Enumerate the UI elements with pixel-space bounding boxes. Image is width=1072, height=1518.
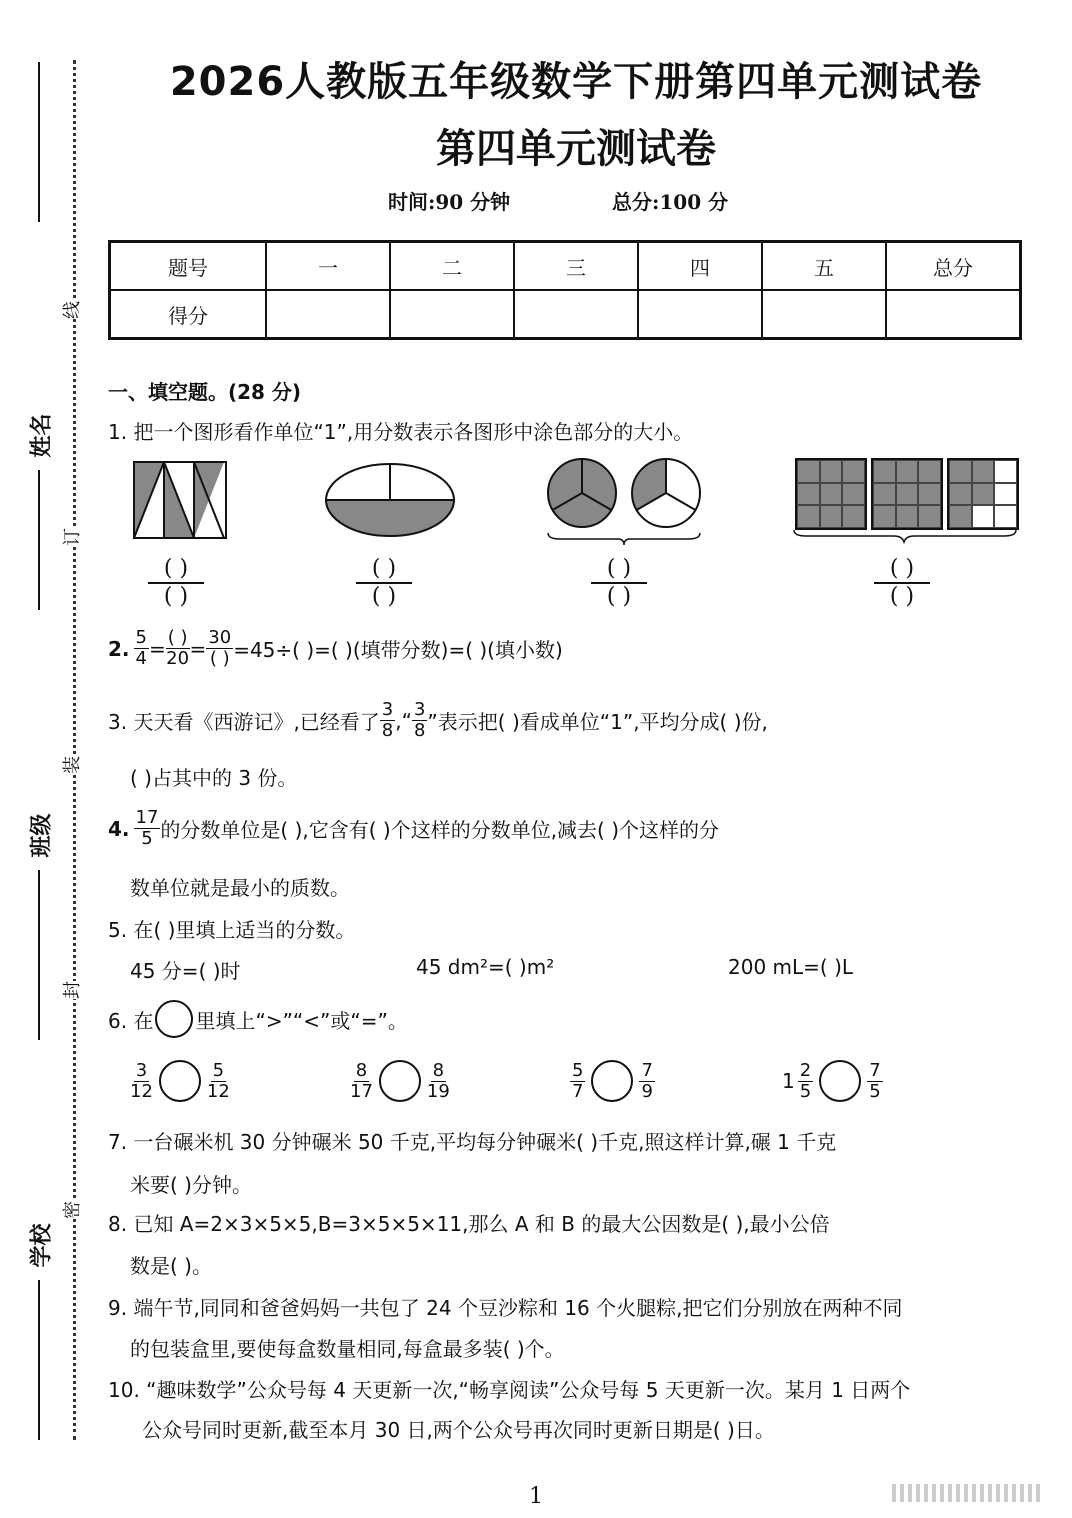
score-input-cell[interactable] [390, 290, 514, 339]
fraction [380, 700, 395, 741]
denominator: 20 [166, 648, 190, 669]
question-text: 6. 在 [108, 1008, 154, 1033]
figure-two-circles [540, 455, 710, 545]
numerator[interactable]: ( ) [167, 627, 188, 648]
blank-denominator[interactable]: ( ) [606, 584, 632, 609]
denominator: 4 [135, 648, 147, 669]
numerator: 5 [572, 1059, 584, 1081]
compare-circle[interactable] [379, 1060, 421, 1102]
binding-line [38, 470, 40, 610]
blank-denominator[interactable]: ( ) [889, 584, 915, 609]
equals: = [189, 636, 207, 661]
seal-char: 封 [56, 981, 86, 999]
table-cell: 总分 [886, 242, 1021, 291]
denominator: 8 [413, 720, 426, 741]
watermark-strip [892, 1484, 1042, 1502]
compare-item-1 [130, 1060, 230, 1102]
denominator: 8 [381, 720, 394, 741]
numerator: 17 [135, 807, 159, 828]
fraction [639, 1061, 654, 1102]
question-number: 2. [108, 636, 130, 661]
fraction [134, 628, 149, 669]
fraction [412, 700, 427, 741]
question-text: 里填上“>”“<”或“=”。 [195, 1008, 408, 1033]
question-text: ”表示把( )看成单位“1”,平均分成( )份, [427, 710, 768, 734]
denominator: 5 [799, 1080, 812, 1102]
denominator: 5 [869, 1080, 881, 1102]
denominator: 9 [641, 1080, 653, 1102]
score-table [108, 240, 1022, 340]
denominator: 17 [350, 1080, 373, 1102]
question-9-line2: 的包装盒里,要使每盒数量相同,每盒最多装( )个。 [130, 1337, 565, 1361]
blank-numerator[interactable]: ( ) [163, 556, 189, 581]
question-5c: 200 mL=( )L [728, 955, 854, 979]
question-9: 9. 端午节,同同和爸爸妈妈一共包了 24 个豆沙粽和 16 个火腿粽,把它们分别放在两种不同 [108, 1296, 903, 1320]
question-7: 7. 一台碾米机 30 分钟碾米 50 千克,平均每分钟碾米( )千克,照这样计算,碾 1 千克 [108, 1130, 837, 1154]
question-5: 5. 在( )里填上适当的分数。 [108, 918, 356, 942]
seal-char: 装 [56, 756, 86, 774]
question-number: 4. [108, 816, 130, 841]
numerator: 5 [135, 627, 147, 648]
denominator: 5 [141, 828, 153, 849]
answer-fraction[interactable] [148, 556, 204, 610]
numerator: 2 [799, 1059, 812, 1081]
score-input-cell[interactable] [266, 290, 390, 339]
blank-denominator[interactable]: ( ) [371, 584, 397, 609]
question-6 [108, 1000, 408, 1038]
blank-numerator[interactable]: ( ) [371, 556, 397, 581]
compare-item-4 [782, 1060, 883, 1102]
time-info: 时间:90 分钟 [388, 190, 511, 214]
answer-fraction[interactable] [874, 556, 930, 610]
numerator: 8 [432, 1059, 445, 1081]
table-cell: 得分 [110, 290, 267, 339]
fraction-blank[interactable] [166, 628, 190, 669]
figure-rectangle-triangles [128, 458, 232, 542]
table-cell: 五 [762, 242, 886, 291]
page-number: 1 [529, 1484, 543, 1509]
table-cell: 题号 [110, 242, 267, 291]
numerator: 3 [413, 699, 426, 720]
blank-numerator[interactable]: ( ) [606, 556, 632, 581]
name-label: 姓名 [29, 413, 55, 458]
numerator: 8 [355, 1059, 368, 1081]
class-label: 班级 [29, 813, 55, 858]
fraction [350, 1061, 373, 1102]
question-4 [108, 808, 719, 849]
compare-item-3 [570, 1060, 655, 1102]
fraction [427, 1061, 450, 1102]
binding-line [38, 870, 40, 1040]
section-heading: 一、填空题。(28 分) [108, 380, 302, 404]
fraction [130, 1061, 153, 1102]
denominator: 12 [130, 1080, 153, 1102]
table-cell: 二 [390, 242, 514, 291]
question-text: 的分数单位是( ),它含有( )个这样的分数单位,减去( )个这样的分 [160, 818, 720, 842]
question-text: =45÷( )=( )(填带分数)=( )(填小数) [233, 638, 563, 662]
cut-dotted-line [73, 60, 76, 1440]
answer-fraction[interactable] [356, 556, 412, 610]
school-label: 学校 [29, 1223, 55, 1268]
compare-circle[interactable] [159, 1060, 201, 1102]
question-1: 1. 把一个图形看作单位“1”,用分数表示各图形中涂色部分的大小。 [108, 420, 694, 444]
fraction-blank[interactable] [206, 628, 233, 669]
question-10-line2: 公众号同时更新,截至本月 30 日,两个公众号再次同时更新日期是( )日。 [142, 1418, 775, 1442]
seal-char: 订 [56, 528, 86, 546]
total-info: 总分:100 分 [612, 190, 729, 214]
score-input-cell[interactable] [886, 290, 1021, 339]
figure-grid-partial [947, 458, 1019, 530]
equals: = [148, 636, 166, 661]
binding-line [38, 1280, 40, 1440]
compare-circle[interactable] [819, 1060, 861, 1102]
table-cell: 四 [638, 242, 762, 291]
question-8: 8. 已知 A=2×3×5×5,B=3×5×5×11,那么 A 和 B 的最大公因数是( ),最小公倍 [108, 1212, 830, 1236]
denominator: 12 [206, 1080, 230, 1102]
question-5b: 45 dm²=( )m² [416, 955, 555, 979]
figure-grid-full-2 [871, 458, 943, 530]
question-text: 3. 天天看《西游记》,已经看了 [108, 710, 380, 734]
denominator[interactable]: ( ) [209, 648, 230, 669]
denominator: 7 [572, 1080, 584, 1102]
page-title: 2026人教版五年级数学下册第四单元测试卷 [169, 59, 983, 105]
question-5a: 45 分=( )时 [130, 959, 241, 983]
question-10: 10. “趣味数学”公众号每 4 天更新一次,“畅享阅读”公众号每 5 天更新一次。某月 1 日两个 [108, 1378, 911, 1402]
blank-denominator[interactable]: ( ) [163, 584, 189, 609]
score-table-header-row [110, 242, 1021, 291]
score-table-score-row [110, 290, 1021, 339]
table-cell: 三 [514, 242, 638, 291]
fraction [207, 1061, 230, 1102]
answer-fraction[interactable] [591, 556, 647, 610]
question-8-line2: 数是( )。 [130, 1254, 212, 1278]
question-text: ,“ [395, 708, 412, 733]
brace-under-grids [790, 528, 1022, 544]
seal-char: 密 [56, 1201, 86, 1219]
mixed-whole: 1 [782, 1069, 795, 1093]
compare-item-2 [350, 1060, 450, 1102]
score-input-cell[interactable] [762, 290, 886, 339]
figure-ellipse [320, 458, 460, 542]
table-cell: 一 [266, 242, 390, 291]
question-4-line2: 数单位就是最小的质数。 [130, 876, 350, 900]
blank-numerator[interactable]: ( ) [889, 556, 915, 581]
fraction [798, 1061, 813, 1102]
numerator: 5 [212, 1059, 225, 1081]
compare-circle[interactable] [591, 1060, 633, 1102]
numerator: 3 [135, 1059, 148, 1081]
score-input-cell[interactable] [638, 290, 762, 339]
page-subtitle: 第四单元测试卷 [436, 126, 716, 172]
circle-icon [155, 1000, 193, 1038]
seal-char: 线 [56, 301, 86, 319]
numerator: 3 [381, 699, 394, 720]
fraction [570, 1061, 585, 1102]
question-7-line2: 米要( )分钟。 [130, 1173, 252, 1197]
score-input-cell[interactable] [514, 290, 638, 339]
question-3 [108, 700, 768, 741]
fraction [134, 808, 161, 849]
fraction [867, 1061, 882, 1102]
numerator: 30 [208, 627, 232, 648]
numerator: 7 [869, 1059, 881, 1081]
question-2 [108, 628, 563, 669]
question-3-line2: ( )占其中的 3 份。 [130, 766, 298, 790]
numerator: 7 [641, 1059, 653, 1081]
figure-grid-full-1 [795, 458, 867, 530]
denominator: 19 [426, 1080, 450, 1102]
